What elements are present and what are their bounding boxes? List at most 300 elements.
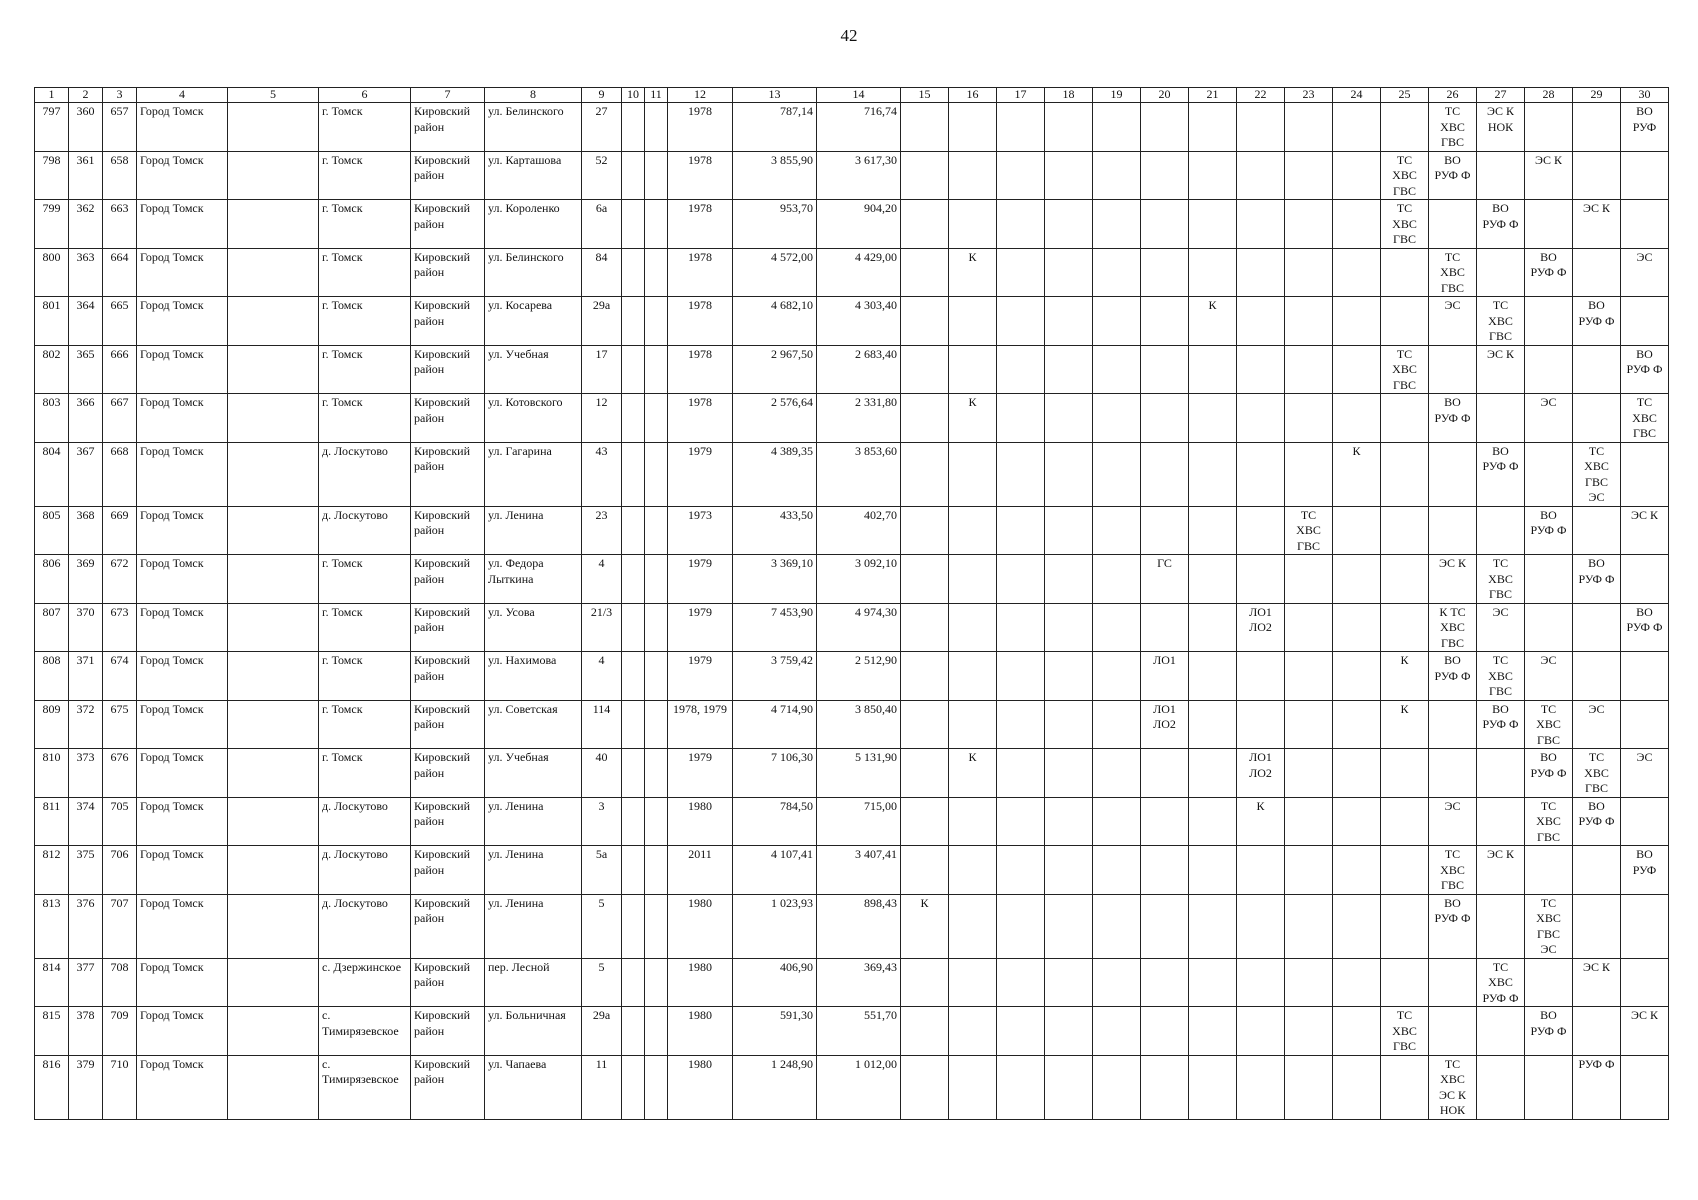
cell-sub-no: 367	[69, 442, 103, 506]
cell-col-17	[997, 555, 1045, 604]
cell-reg-no: 658	[103, 151, 137, 200]
cell-col-16	[949, 200, 997, 249]
cell-street: ул. Ленина	[485, 506, 582, 555]
cell-col-17	[997, 442, 1045, 506]
cell-col-28	[1525, 555, 1573, 604]
cell-col-11	[645, 103, 668, 152]
cell-col-24	[1333, 200, 1381, 249]
cell-col-21	[1189, 555, 1237, 604]
table-row	[35, 797, 1669, 846]
cell-locality: г. Томск	[319, 555, 411, 604]
cell-reg-no: 707	[103, 894, 137, 958]
cell-col-25	[1381, 555, 1429, 604]
cell-col-24	[1333, 506, 1381, 555]
cell-col-20	[1141, 103, 1189, 152]
cell-locality: г. Томск	[319, 151, 411, 200]
cell-col-25	[1381, 958, 1429, 1007]
cell-living-area: 715,00	[817, 797, 901, 846]
cell-street: ул. Косарева	[485, 297, 582, 346]
cell-living-area: 3 850,40	[817, 700, 901, 749]
cell-sub-no: 368	[69, 506, 103, 555]
cell-col-20	[1141, 894, 1189, 958]
cell-col-10	[622, 103, 645, 152]
cell-col-15	[901, 1055, 949, 1119]
cell-col-28	[1525, 603, 1573, 652]
cell-col-29: ВО РУФ Ф	[1573, 797, 1621, 846]
cell-col-10	[622, 958, 645, 1007]
cell-col-23	[1285, 200, 1333, 249]
cell-col-11	[645, 603, 668, 652]
cell-locality: д. Лоскутово	[319, 894, 411, 958]
cell-build-year: 1980	[668, 1055, 733, 1119]
cell-reg-no: 664	[103, 248, 137, 297]
cell-reg-no: 675	[103, 700, 137, 749]
cell-row-no: 806	[35, 555, 69, 604]
cell-col-23	[1285, 894, 1333, 958]
cell-col-10	[622, 297, 645, 346]
cell-municipality: Город Томск	[137, 1055, 228, 1119]
cell-settlement-district	[228, 345, 319, 394]
cell-col-22	[1237, 1055, 1285, 1119]
cell-col-25	[1381, 297, 1429, 346]
cell-col-26	[1429, 700, 1477, 749]
cell-settlement-district	[228, 846, 319, 895]
cell-reg-no: 666	[103, 345, 137, 394]
cell-col-18	[1045, 797, 1093, 846]
cell-col-17	[997, 958, 1045, 1007]
cell-col-27: ЭС К	[1477, 846, 1525, 895]
cell-col-24	[1333, 958, 1381, 1007]
cell-total-area: 4 107,41	[733, 846, 817, 895]
cell-municipality: Город Томск	[137, 555, 228, 604]
cell-district: Кировский район	[411, 394, 485, 443]
column-number-22: 22	[1237, 88, 1285, 103]
cell-row-no: 807	[35, 603, 69, 652]
cell-col-16	[949, 1007, 997, 1056]
cell-col-20: ЛО1 ЛО2	[1141, 700, 1189, 749]
cell-district: Кировский район	[411, 958, 485, 1007]
header-row	[35, 88, 1669, 103]
column-number-11: 11	[645, 88, 668, 103]
cell-municipality: Город Томск	[137, 652, 228, 701]
cell-district: Кировский район	[411, 1007, 485, 1056]
cell-col-21	[1189, 151, 1237, 200]
cell-col-11	[645, 297, 668, 346]
cell-settlement-district	[228, 297, 319, 346]
cell-total-area: 1 248,90	[733, 1055, 817, 1119]
cell-col-22	[1237, 442, 1285, 506]
cell-col-22: ЛО1 ЛО2	[1237, 749, 1285, 798]
cell-municipality: Город Томск	[137, 248, 228, 297]
cell-col-26	[1429, 749, 1477, 798]
cell-col-21	[1189, 958, 1237, 1007]
cell-col-11	[645, 652, 668, 701]
cell-col-30	[1621, 200, 1669, 249]
cell-district: Кировский район	[411, 555, 485, 604]
cell-col-10	[622, 894, 645, 958]
cell-col-27: ТС ХВС ГВС	[1477, 652, 1525, 701]
cell-col-19	[1093, 248, 1141, 297]
cell-district: Кировский район	[411, 297, 485, 346]
cell-col-23	[1285, 1007, 1333, 1056]
cell-municipality: Город Томск	[137, 1007, 228, 1056]
cell-col-23	[1285, 103, 1333, 152]
cell-settlement-district	[228, 749, 319, 798]
cell-living-area: 5 131,90	[817, 749, 901, 798]
cell-build-year: 1980	[668, 1007, 733, 1056]
cell-col-22	[1237, 846, 1285, 895]
cell-house-no: 3	[582, 797, 622, 846]
cell-col-15	[901, 345, 949, 394]
cell-col-27: ВО РУФ Ф	[1477, 700, 1525, 749]
cell-total-area: 2 576,64	[733, 394, 817, 443]
page-number: 42	[840, 26, 858, 45]
cell-col-23	[1285, 248, 1333, 297]
cell-municipality: Город Томск	[137, 297, 228, 346]
cell-col-30: ВО РУФ Ф	[1621, 603, 1669, 652]
cell-col-29	[1573, 652, 1621, 701]
cell-col-29: ТС ХВС ГВС ЭС	[1573, 442, 1621, 506]
cell-row-no: 808	[35, 652, 69, 701]
cell-col-15	[901, 151, 949, 200]
cell-col-25: ТС ХВС ГВС	[1381, 151, 1429, 200]
cell-col-29	[1573, 103, 1621, 152]
column-number-6: 6	[319, 88, 411, 103]
cell-col-26	[1429, 345, 1477, 394]
cell-col-21	[1189, 894, 1237, 958]
cell-col-18	[1045, 248, 1093, 297]
cell-municipality: Город Томск	[137, 506, 228, 555]
cell-house-no: 11	[582, 1055, 622, 1119]
cell-col-28	[1525, 958, 1573, 1007]
cell-col-25	[1381, 442, 1429, 506]
cell-total-area: 953,70	[733, 200, 817, 249]
cell-col-29: РУФ Ф	[1573, 1055, 1621, 1119]
cell-col-10	[622, 200, 645, 249]
cell-col-28	[1525, 846, 1573, 895]
cell-col-15	[901, 797, 949, 846]
cell-col-29	[1573, 151, 1621, 200]
cell-col-29: ТС ХВС ГВС	[1573, 749, 1621, 798]
cell-district: Кировский район	[411, 846, 485, 895]
cell-col-15	[901, 846, 949, 895]
cell-street: ул. Гагарина	[485, 442, 582, 506]
cell-col-19	[1093, 700, 1141, 749]
cell-house-no: 84	[582, 248, 622, 297]
cell-build-year: 1973	[668, 506, 733, 555]
cell-col-19	[1093, 1007, 1141, 1056]
cell-total-area: 7 453,90	[733, 603, 817, 652]
cell-build-year: 1979	[668, 603, 733, 652]
cell-col-25: ТС ХВС ГВС	[1381, 1007, 1429, 1056]
column-number-17: 17	[997, 88, 1045, 103]
cell-col-26: К ТС ХВС ГВС	[1429, 603, 1477, 652]
cell-street: ул. Карташова	[485, 151, 582, 200]
cell-municipality: Город Томск	[137, 103, 228, 152]
cell-col-16	[949, 603, 997, 652]
cell-col-24	[1333, 297, 1381, 346]
cell-col-26	[1429, 958, 1477, 1007]
cell-col-21: К	[1189, 297, 1237, 346]
cell-col-17	[997, 248, 1045, 297]
cell-municipality: Город Томск	[137, 894, 228, 958]
cell-col-24	[1333, 797, 1381, 846]
cell-settlement-district	[228, 442, 319, 506]
cell-col-11	[645, 1007, 668, 1056]
cell-col-29	[1573, 603, 1621, 652]
cell-col-26: ВО РУФ Ф	[1429, 394, 1477, 443]
cell-col-23	[1285, 297, 1333, 346]
cell-settlement-district	[228, 1007, 319, 1056]
cell-reg-no: 668	[103, 442, 137, 506]
cell-sub-no: 373	[69, 749, 103, 798]
cell-settlement-district	[228, 151, 319, 200]
cell-total-area: 7 106,30	[733, 749, 817, 798]
cell-col-19	[1093, 555, 1141, 604]
cell-col-27	[1477, 248, 1525, 297]
cell-build-year: 1978	[668, 248, 733, 297]
cell-col-30	[1621, 700, 1669, 749]
cell-col-26: ВО РУФ Ф	[1429, 894, 1477, 958]
cell-col-30: ТС ХВС ГВС	[1621, 394, 1669, 443]
cell-total-area: 433,50	[733, 506, 817, 555]
cell-col-23: ТС ХВС ГВС	[1285, 506, 1333, 555]
cell-district: Кировский район	[411, 1055, 485, 1119]
cell-total-area: 3 369,10	[733, 555, 817, 604]
cell-sub-no: 378	[69, 1007, 103, 1056]
cell-district: Кировский район	[411, 151, 485, 200]
cell-living-area: 716,74	[817, 103, 901, 152]
cell-col-10	[622, 555, 645, 604]
column-number-16: 16	[949, 88, 997, 103]
cell-col-23	[1285, 442, 1333, 506]
cell-col-25	[1381, 797, 1429, 846]
cell-col-24	[1333, 151, 1381, 200]
cell-locality: г. Томск	[319, 652, 411, 701]
cell-locality: г. Томск	[319, 297, 411, 346]
cell-house-no: 21/3	[582, 603, 622, 652]
cell-settlement-district	[228, 555, 319, 604]
cell-total-area: 3 855,90	[733, 151, 817, 200]
cell-col-27: ЭС К	[1477, 345, 1525, 394]
cell-street: пер. Лесной	[485, 958, 582, 1007]
cell-col-23	[1285, 846, 1333, 895]
cell-col-22	[1237, 700, 1285, 749]
cell-row-no: 810	[35, 749, 69, 798]
cell-col-24	[1333, 1055, 1381, 1119]
cell-col-26: ВО РУФ Ф	[1429, 652, 1477, 701]
cell-living-area: 3 617,30	[817, 151, 901, 200]
cell-col-11	[645, 151, 668, 200]
cell-col-18	[1045, 700, 1093, 749]
cell-row-no: 798	[35, 151, 69, 200]
column-number-24: 24	[1333, 88, 1381, 103]
cell-reg-no: 674	[103, 652, 137, 701]
column-number-29: 29	[1573, 88, 1621, 103]
cell-street: ул. Учебная	[485, 749, 582, 798]
cell-col-27: ЭС К НОК	[1477, 103, 1525, 152]
cell-col-24	[1333, 103, 1381, 152]
cell-settlement-district	[228, 894, 319, 958]
table-row	[35, 1007, 1669, 1056]
table-row	[35, 442, 1669, 506]
cell-col-17	[997, 200, 1045, 249]
cell-col-20	[1141, 151, 1189, 200]
cell-reg-no: 673	[103, 603, 137, 652]
cell-col-24	[1333, 603, 1381, 652]
column-number-2: 2	[69, 88, 103, 103]
cell-total-area: 784,50	[733, 797, 817, 846]
cell-col-28	[1525, 200, 1573, 249]
column-number-28: 28	[1525, 88, 1573, 103]
cell-col-26: ЭС	[1429, 797, 1477, 846]
cell-reg-no: 672	[103, 555, 137, 604]
cell-col-23	[1285, 749, 1333, 798]
cell-col-19	[1093, 603, 1141, 652]
cell-col-17	[997, 797, 1045, 846]
table-row	[35, 555, 1669, 604]
cell-municipality: Город Томск	[137, 200, 228, 249]
cell-street: ул. Короленко	[485, 200, 582, 249]
cell-col-27: ТС ХВС ГВС	[1477, 297, 1525, 346]
cell-col-27: ВО РУФ Ф	[1477, 200, 1525, 249]
cell-col-15	[901, 200, 949, 249]
cell-reg-no: 710	[103, 1055, 137, 1119]
cell-house-no: 114	[582, 700, 622, 749]
cell-col-26: ТС ХВС ГВС	[1429, 846, 1477, 895]
cell-settlement-district	[228, 506, 319, 555]
cell-col-19	[1093, 958, 1141, 1007]
cell-locality: д. Лоскутово	[319, 506, 411, 555]
cell-col-15	[901, 652, 949, 701]
cell-col-17	[997, 846, 1045, 895]
cell-living-area: 4 429,00	[817, 248, 901, 297]
cell-street: ул. Больничная	[485, 1007, 582, 1056]
cell-col-18	[1045, 297, 1093, 346]
cell-total-area: 4 389,35	[733, 442, 817, 506]
cell-col-30	[1621, 442, 1669, 506]
column-number-13: 13	[733, 88, 817, 103]
cell-col-15	[901, 1007, 949, 1056]
cell-col-10	[622, 846, 645, 895]
cell-col-17	[997, 345, 1045, 394]
cell-reg-no: 669	[103, 506, 137, 555]
cell-row-no: 814	[35, 958, 69, 1007]
cell-col-26: ВО РУФ Ф	[1429, 151, 1477, 200]
cell-col-10	[622, 700, 645, 749]
cell-col-19	[1093, 200, 1141, 249]
cell-col-20	[1141, 442, 1189, 506]
cell-col-15	[901, 506, 949, 555]
cell-total-area: 1 023,93	[733, 894, 817, 958]
cell-col-20	[1141, 603, 1189, 652]
cell-col-29	[1573, 394, 1621, 443]
cell-col-29	[1573, 248, 1621, 297]
cell-col-15	[901, 394, 949, 443]
cell-living-area: 898,43	[817, 894, 901, 958]
cell-locality: с. Тимирязевское	[319, 1055, 411, 1119]
cell-col-30	[1621, 1055, 1669, 1119]
cell-col-21	[1189, 700, 1237, 749]
cell-col-11	[645, 394, 668, 443]
cell-col-20	[1141, 749, 1189, 798]
cell-row-no: 815	[35, 1007, 69, 1056]
cell-col-25: К	[1381, 652, 1429, 701]
cell-col-21	[1189, 506, 1237, 555]
cell-col-18	[1045, 894, 1093, 958]
cell-house-no: 4	[582, 652, 622, 701]
cell-col-28: ТС ХВС ГВС	[1525, 700, 1573, 749]
cell-col-17	[997, 151, 1045, 200]
cell-house-no: 5	[582, 958, 622, 1007]
cell-col-30: ЭС	[1621, 248, 1669, 297]
cell-district: Кировский район	[411, 345, 485, 394]
cell-col-30: ВО РУФ Ф	[1621, 345, 1669, 394]
cell-col-26: ТС ХВС ЭС К НОК	[1429, 1055, 1477, 1119]
cell-col-25	[1381, 248, 1429, 297]
cell-col-15	[901, 297, 949, 346]
cell-locality: г. Томск	[319, 103, 411, 152]
cell-district: Кировский район	[411, 248, 485, 297]
cell-col-16	[949, 103, 997, 152]
cell-col-30: ЭС К	[1621, 1007, 1669, 1056]
cell-col-21	[1189, 248, 1237, 297]
cell-col-18	[1045, 603, 1093, 652]
cell-col-25	[1381, 394, 1429, 443]
cell-sub-no: 370	[69, 603, 103, 652]
cell-col-27	[1477, 894, 1525, 958]
cell-municipality: Город Томск	[137, 797, 228, 846]
cell-col-15	[901, 958, 949, 1007]
cell-row-no: 816	[35, 1055, 69, 1119]
cell-col-23	[1285, 603, 1333, 652]
cell-col-17	[997, 894, 1045, 958]
cell-col-27: ВО РУФ Ф	[1477, 442, 1525, 506]
cell-reg-no: 657	[103, 103, 137, 152]
cell-build-year: 1978	[668, 103, 733, 152]
cell-col-20	[1141, 846, 1189, 895]
cell-col-23	[1285, 1055, 1333, 1119]
column-number-1: 1	[35, 88, 69, 103]
cell-total-area: 4 682,10	[733, 297, 817, 346]
cell-col-26: ТС ХВС ГВС	[1429, 103, 1477, 152]
cell-col-26	[1429, 442, 1477, 506]
cell-house-no: 17	[582, 345, 622, 394]
cell-locality: г. Томск	[319, 394, 411, 443]
cell-reg-no: 706	[103, 846, 137, 895]
cell-build-year: 2011	[668, 846, 733, 895]
cell-settlement-district	[228, 958, 319, 1007]
cell-street: ул. Белинского	[485, 103, 582, 152]
table-row	[35, 603, 1669, 652]
cell-col-15	[901, 749, 949, 798]
cell-col-21	[1189, 846, 1237, 895]
cell-col-23	[1285, 555, 1333, 604]
cell-build-year: 1978	[668, 200, 733, 249]
cell-build-year: 1978	[668, 394, 733, 443]
cell-col-17	[997, 1007, 1045, 1056]
cell-col-10	[622, 749, 645, 798]
cell-col-20	[1141, 1007, 1189, 1056]
cell-col-26	[1429, 1007, 1477, 1056]
cell-col-22	[1237, 151, 1285, 200]
column-number-4: 4	[137, 88, 228, 103]
cell-sub-no: 374	[69, 797, 103, 846]
cell-locality: г. Томск	[319, 700, 411, 749]
cell-col-22	[1237, 103, 1285, 152]
cell-col-10	[622, 506, 645, 555]
cell-district: Кировский район	[411, 442, 485, 506]
